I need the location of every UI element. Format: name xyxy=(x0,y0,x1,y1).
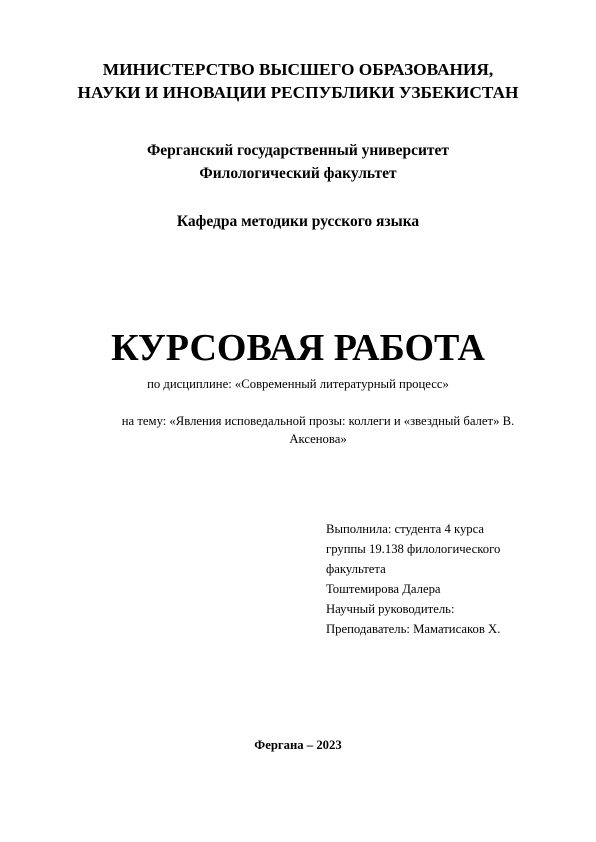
discipline-line: по дисциплине: «Современный литературный процесс» xyxy=(147,377,449,391)
ministry-line-1: МИНИСТЕРСТВО ВЫСШЕГО ОБРАЗОВАНИЯ, xyxy=(102,60,494,79)
author-info-line: группы 19.138 филологического xyxy=(326,542,501,556)
author-info-line: факультета xyxy=(326,562,386,576)
document-title: КУРСОВАЯ РАБОТА xyxy=(111,327,485,369)
university-name: Ферганский государственный университет xyxy=(146,142,450,159)
author-info xyxy=(326,519,576,639)
topic-line: на тему: «Явления исповедальной прозы: коллеги и «звездный балет» В. Аксенова» xyxy=(121,414,515,446)
city-year: Фергана – 2023 xyxy=(254,738,342,752)
department-name: Кафедра методики русского языка xyxy=(176,213,420,230)
author-info-line: Научный руководитель: xyxy=(326,602,455,616)
faculty-name: Филологический факультет xyxy=(199,165,397,182)
author-info-line: Преподаватель: Маматисаков Х. xyxy=(326,622,501,636)
ministry-line-2: НАУКИ И ИНОВАЦИИ РЕСПУБЛИКИ УЗБЕКИСТАН xyxy=(77,83,519,102)
author-info-line: Выполнила: студента 4 курса xyxy=(326,522,485,536)
university-block xyxy=(0,139,596,185)
author-info-line: Тоштемирова Далера xyxy=(326,582,441,596)
ministry-heading xyxy=(0,58,596,104)
